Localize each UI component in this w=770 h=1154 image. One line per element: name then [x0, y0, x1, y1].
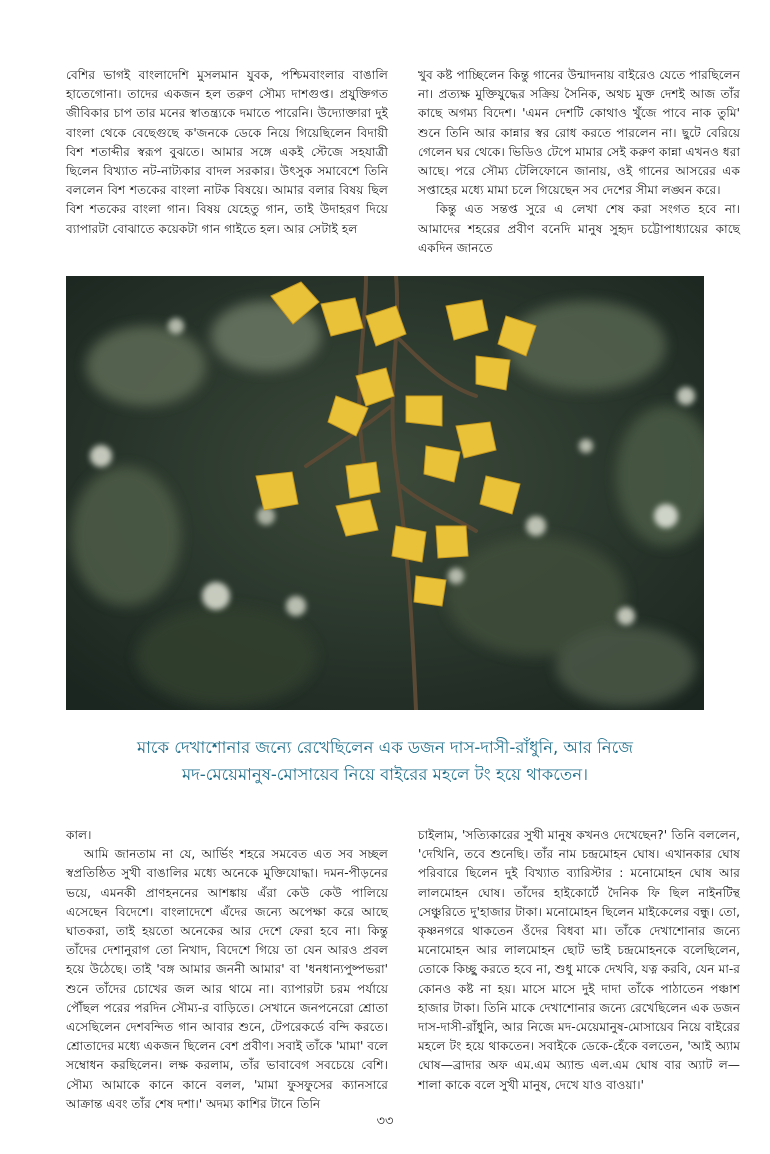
ginkgo-branch-photo [66, 276, 704, 710]
column-bottom-left [66, 826, 388, 1114]
column-bottom-right [418, 826, 740, 1095]
page-number: ৩৩ [376, 1114, 394, 1129]
paragraph: আমি জানতাম না যে, আর্ভিং শহরে সমবেত এত সব সচ্ছল স্বপ্রতিষ্ঠিত সুখী বাঙালির মধ্যে অনেকে মুক্তিযোদ্ধা। দমন-পীড়নের ভয়ে, এমনকী প্রাণহননের আশঙ্কায় এঁরা কেউ কেউ পালিয়ে এসেছেন বিদেশে। বাংলাদেশে এঁদের জন্যে অপেক্ষা করে আছে ঘাতকরা, তাই হয়তো অনেকের আর দেশে ফেরা হবে না। কিন্তু তাঁদের দেশানুরাগ তো নিখাদ, বিদেশে গিয়ে তা যেন আরও প্রবল হয়ে উঠেছে। তাই 'বঙ্গ আমার জননী আমার' বা 'ধনধান্যপুষ্পভরা' শুনে তাঁদের চোখের জল আর থামে না। ব্যাপারটা চরম পর্যায়ে পৌঁছল পরের পরদিন সৌম্য-র বাড়িতে। সেখানে জনপনেরো শ্রোতা এসেছিলেন দেশবন্দিত গান আবার শুনে, টেপরেকর্ডে বন্দি করতে। শ্রোতাদের মধ্যে একজন ছিলেন বেশ প্রবীণ। সবাই তাঁকে 'মামা' বলে সম্বোধন করছিলেন। লক্ষ করলাম, তাঁর ভাবাবেগ সবচেয়ে বেশি। সৌম্য আমাকে কানে কানে বলল, 'মামা ফুসফুসের ক্যানসারে আক্রান্ত এবং তাঁর শেষ দশা।' অদম্য কাশির টানে তিনি [66, 847, 388, 1111]
pull-quote [66, 734, 704, 788]
column-top-right [418, 66, 740, 258]
paragraph: কিন্তু এত সন্তপ্ত সুরে এ লেখা শেষ করা সংগত হবে না। আমাদের শহরের প্রবীণ বনেদি মানুষ সুহৃদ চট্টোপাধ্যায়ের কাছে একদিন জানতে [418, 202, 740, 255]
paragraph: কাল। [66, 828, 92, 842]
paragraph: বেশির ভাগই বাংলাদেশি মুসলমান যুবক, পশ্চিমবাংলার বাঙালি হাতেগোনা। তাদের একজন হল তরুণ সৌম্য দাশগুপ্ত। প্রযুক্তিগত জীবিকার চাপ তার মনের স্বাতন্ত্র্যকে দমাতে পারেনি। উদ্যোক্তারা দুই বাংলা থেকে বেছেগুছে ক'জনকে ডেকে নিয়ে গিয়েছিলেন বিদায়ী বিশ শতাব্দীর স্বরূপ বুঝতে। আমার সঙ্গে একই স্টেজে সহযাত্রী ছিলেন বিখ্যাত নট-নাট্যকার বাদল সরকার। উৎসুক সমাবেশে তিনি বললেন বিশ শতকের বাংলা নাটক বিষয়ে। আমার বলার বিষয় ছিল বিশ শতকের বাংলা গান। বিষয় যেহেতু গান, তাই উদাহরণ দিয়ে ব্যাপারটা বোঝাতে কয়েকটা গান গাইতে হল। আর সেটাই হল [66, 68, 388, 236]
column-top-left [66, 66, 388, 239]
paragraph: খুব কষ্ট পাচ্ছিলেন কিন্তু গানের উন্মাদনায় বাইরেও যেতে পারছিলেন না। প্রত্যক্ষ মুক্তিযুদ্ধের সক্রিয় সৈনিক, অথচ মুক্ত দেশই আজ তাঁর কাছে অগম্য বিদেশ। 'এমন দেশটি কোথাও খুঁজে পাবে নাক তুমি' শুনে তিনি আর কান্নার স্বর রোধ করতে পারলেন না। ছুটে বেরিয়ে গেলেন ঘর থেকে। ভিডিও টেপে মামার সেই করুণ কান্না এখনও ধরা আছে। পরে সৌম্য টেলিফোনে জানায়, ওই গানের আসরের এক সপ্তাহের মধ্যে মামা চলে গিয়েছেন সব দেশের সীমা লঙ্ঘন করে। [418, 68, 740, 198]
pull-quote-line-2: মদ-মেয়েমানুষ-মোসায়েব নিয়ে বাইরের মহলে টং হয়ে থাকতেন। [181, 765, 589, 784]
paragraph: চাইলাম, 'সত্যিকারের সুখী মানুষ কখনও দেখেছেন?' তিনি বললেন, 'দেখিনি, তবে শুনেছি। তাঁর নাম চন্দ্রমোহন ঘোষ। এখানকার ঘোষ পরিবারে ছিলেন দুই বিখ্যাত ব্যারিস্টার : মনোমোহন ঘোষ আর লালমোহন ঘোষ। তাঁদের হাইকোর্টে দৈনিক ফি ছিল নাইনটিন্থ সেঞ্চুরিতে দু'হাজার টাকা। মনোমোহন ছিলেন মাইকেলের বন্ধু। তো, কৃষ্ণনগরে থাকতেন ওঁদের বিধবা মা। তাঁকে দেখাশোনার জন্যে মনোমোহন আর লালমোহন ছোট ভাই চন্দ্রমোহনকে বলেছিলেন, তোকে কিচ্ছু করতে হবে না, শুধু মাকে দেখবি, যত্ন করবি, যেন মা-র কোনও কষ্ট না হয়। মাসে মাসে দুই দাদা তাঁকে পাঠাতেন পঞ্চাশ হাজার টাকা। তিনি মাকে দেখাশোনার জন্যে রেখেছিলেন এক ডজন দাস-দাসী-রাঁধুনি, আর নিজে মদ-মেয়েমানুষ-মোসায়েব নিয়ে বাইরের মহলে টং হয়ে থাকতেন। সবাইকে ডেকে-হেঁকে বলতেন, 'আই অ্যাম ঘোষ—ব্রাদার অফ এম.এম অ্যান্ড এল.এম ঘোষ বার অ্যাট ল—শালা কাকে বলে সুখী মানুষ, দেখে যাও বাওয়া।' [418, 828, 740, 1092]
pull-quote-line-1: মাকে দেখাশোনার জন্যে রেখেছিলেন এক ডজন দাস-দাসী-রাঁধুনি, আর নিজে [136, 738, 634, 757]
